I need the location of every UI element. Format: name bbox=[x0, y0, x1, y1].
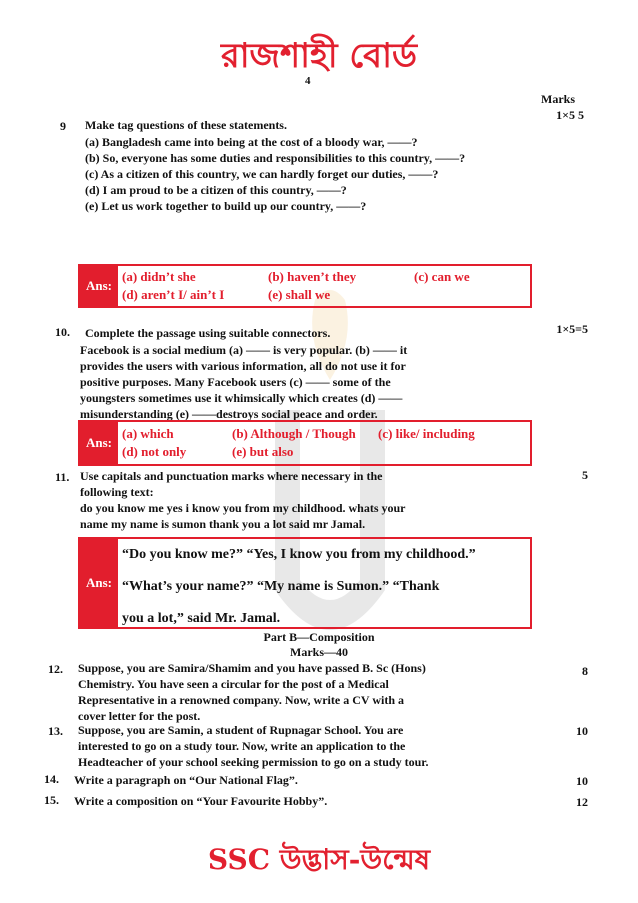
question-line: Chemistry. You have seen a circular for the post of a Medical bbox=[78, 677, 389, 691]
text-line: do you know me yes i know you from my childhood. whats your bbox=[80, 501, 406, 515]
list-item: (a) Bangladesh came into being at the cost of a bloody war, ——? bbox=[85, 135, 418, 149]
footer-title: SSC উদ্ভাস-উন্মেষ bbox=[207, 843, 431, 876]
question-text: Write a composition on “Your Favourite Hobby”. bbox=[74, 794, 328, 808]
answer-item: (b) haven’t they bbox=[268, 269, 357, 284]
answer-box bbox=[78, 420, 532, 466]
question-line: interested to go on a study tour. Now, write an application to the bbox=[78, 739, 406, 753]
section-title: Part B—Composition bbox=[263, 630, 375, 644]
list-item: (c) As a citizen of this country, we can hardly forget our duties, ——? bbox=[85, 167, 439, 181]
answer-item: (e) but also bbox=[232, 444, 294, 459]
answer-item: (c) can we bbox=[414, 269, 470, 284]
marks-heading: Marks bbox=[541, 92, 575, 106]
question-prompt bbox=[80, 468, 520, 500]
question-line: Headteacher of your school seeking permission to go on a study tour. bbox=[78, 755, 429, 769]
question-prompt: Make tag questions of these statements. bbox=[85, 118, 287, 132]
passage-line: misunderstanding (e) ——destroys social peace and order. bbox=[80, 407, 378, 421]
question-marks: 10 bbox=[576, 724, 588, 738]
question-text bbox=[78, 660, 538, 724]
prompt-line: following text: bbox=[80, 485, 154, 499]
question-number: 12. bbox=[48, 662, 63, 676]
section-marks: Marks—40 bbox=[290, 645, 348, 659]
question-number: 10. bbox=[55, 325, 70, 339]
answer-item: (d) not only bbox=[122, 444, 187, 459]
answer-label: Ans: bbox=[80, 422, 118, 464]
question-line: Representative in a renowned company. Now, write a CV with a bbox=[78, 693, 404, 707]
question-items bbox=[85, 134, 515, 214]
question-prompt: Complete the passage using suitable connectors. bbox=[85, 326, 331, 340]
question-number: 9 bbox=[60, 119, 66, 133]
question-text: Write a paragraph on “Our National Flag”. bbox=[74, 773, 298, 787]
question-marks: 1×5 5 bbox=[556, 108, 584, 122]
passage-line: provides the users with various information, all do not use it for bbox=[80, 359, 406, 373]
answer-label: Ans: bbox=[80, 539, 118, 627]
answer-box bbox=[78, 264, 532, 308]
question-line: cover letter for the post. bbox=[78, 709, 201, 723]
answer-line: you a lot,” said Mr. Jamal. bbox=[122, 611, 281, 626]
question-marks: 8 bbox=[582, 664, 588, 678]
prompt-line: Use capitals and punctuation marks where necessary in the bbox=[80, 469, 383, 483]
question-number: 14. bbox=[44, 772, 59, 786]
answer-line: “Do you know me?” “Yes, I know you from my childhood.” bbox=[122, 547, 476, 562]
question-marks: 12 bbox=[576, 795, 588, 809]
question-marks: 10 bbox=[576, 774, 588, 788]
question-marks: 5 bbox=[582, 468, 588, 482]
answer-item: (a) didn’t she bbox=[122, 269, 196, 284]
answer-line: “What’s your name?” “My name is Sumon.” “Thank bbox=[122, 579, 440, 594]
answer-item: (e) shall we bbox=[268, 287, 331, 302]
question-line: Suppose, you are Samin, a student of Rupnagar School. You are bbox=[78, 723, 404, 737]
page-title: রাজশাহী বোর্ড bbox=[221, 36, 417, 76]
question-marks: 1×5=5 bbox=[556, 322, 588, 336]
list-item: (d) I am proud to be a citizen of this country, ——? bbox=[85, 183, 347, 197]
text-line: name my name is sumon thank you a lot said mr Jamal. bbox=[80, 517, 366, 531]
question-text bbox=[78, 722, 538, 770]
answer-item: (c) like/ including bbox=[378, 426, 475, 441]
answer-item: (a) which bbox=[122, 426, 174, 441]
passage-line: positive purposes. Many Facebook users (c) —— some of the bbox=[80, 375, 391, 389]
page-number: 4 bbox=[305, 75, 311, 87]
answer-item: (b) Although / Though bbox=[232, 426, 356, 441]
answer-text bbox=[122, 539, 526, 635]
answer-box bbox=[78, 537, 532, 629]
list-item: (e) Let us work together to build up our country, ——? bbox=[85, 199, 367, 213]
passage bbox=[80, 342, 520, 422]
answer-label: Ans: bbox=[80, 266, 118, 306]
question-number: 15. bbox=[44, 793, 59, 807]
question-line: Suppose, you are Samira/Shamim and you have passed B. Sc (Hons) bbox=[78, 661, 426, 675]
source-text bbox=[80, 500, 520, 532]
list-item: (b) So, everyone has some duties and responsibilities to this country, ——? bbox=[85, 151, 466, 165]
question-number: 13. bbox=[48, 724, 63, 738]
answer-item: (d) aren’t I/ ain’t I bbox=[122, 287, 225, 302]
passage-line: youngsters sometimes use it whimsically which creates (d) —— bbox=[80, 391, 403, 405]
passage-line: Facebook is a social medium (a) —— is very popular. (b) —— it bbox=[80, 343, 408, 357]
question-number: 11. bbox=[55, 470, 70, 484]
